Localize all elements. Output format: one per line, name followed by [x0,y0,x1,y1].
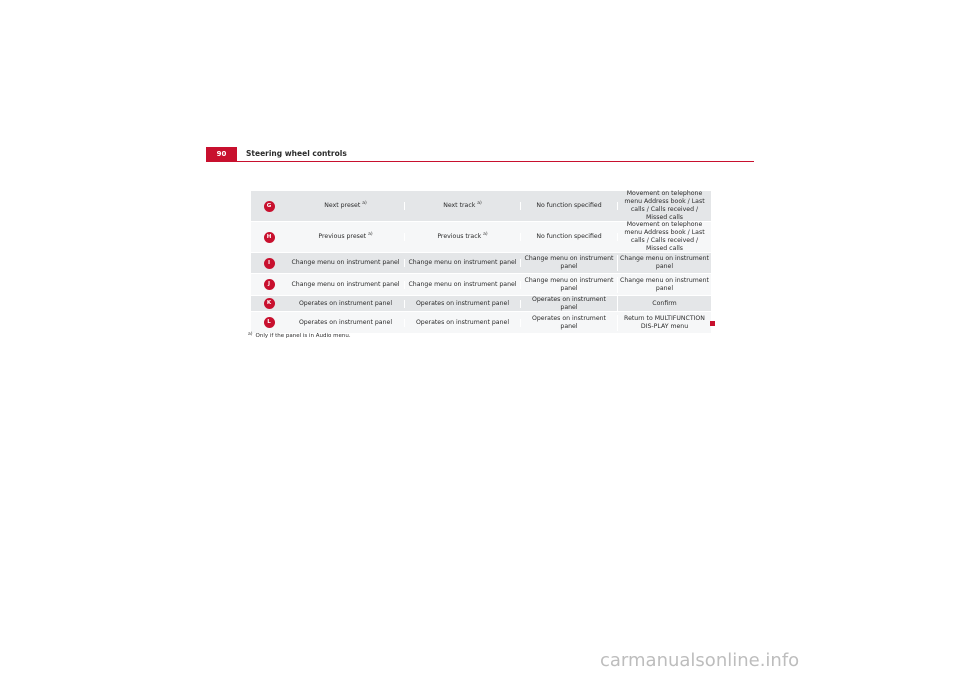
table-row [251,253,711,274]
table-cell: No function specified [521,233,618,241]
table-cell: Change menu on instrument panel [521,277,618,293]
button-key-badge: H [264,232,275,243]
table-cell: Operates on instrument panel [405,319,521,327]
table-cell: Movement on telephone menu Address book / Last calls / Calls received / Missed calls [624,190,705,221]
table-cell: Operates on instrument panel [521,296,618,312]
button-key-badge: G [264,201,275,212]
table-cell: Movement on telephone menu Address book / Last calls / Calls received / Missed calls [624,221,705,252]
button-key-badge: K [264,298,275,309]
table-row [251,312,711,334]
section-title: Steering wheel controls [246,149,347,158]
table-row [251,296,711,312]
button-key-badge: L [264,317,275,328]
table-cell: Operates on instrument panel [405,300,521,308]
table-cell: Change menu on instrument panel [405,259,521,267]
table-cell: Return to MULTIFUNCTION DIS-PLAY menu [624,314,705,330]
table-row [251,191,711,222]
table-cell: Change menu on instrument panel [287,281,405,289]
table-cell: Next preset $^{a)}$ [287,202,405,210]
table-cell: Change menu on instrument panel [620,276,709,292]
button-key-badge: I [264,258,275,269]
controls-table [251,191,711,334]
watermark: carmanualsonline.info [600,650,800,671]
table-cell: Change menu on instrument panel [287,259,405,267]
page-header [206,147,754,162]
page-number: 90 [206,147,237,161]
table-cell: Operates on instrument panel [521,315,618,331]
table-cell: Previous preset $^{a)}$ [287,233,405,241]
table-row [251,222,711,253]
table-cell: No function specified [521,202,618,210]
table-cell: Change menu on instrument panel [620,255,709,270]
footnote-text: Only if the panel is in Audio menu. [255,333,351,339]
table-row [251,274,711,296]
table-cell: Previous track $^{a)}$ [405,233,521,241]
end-of-section-marker [710,321,715,326]
table-cell: Confirm [652,299,677,307]
table-cell: Operates on instrument panel [287,300,405,308]
footnote [248,332,351,340]
button-key-badge: J [264,279,275,290]
table-cell: Change menu on instrument panel [521,255,618,271]
table-cell: Change menu on instrument panel [405,281,521,289]
footnote-marker: a) [248,332,253,337]
table-cell: Operates on instrument panel [287,319,405,327]
table-cell: Next track $^{a)}$ [405,202,521,210]
